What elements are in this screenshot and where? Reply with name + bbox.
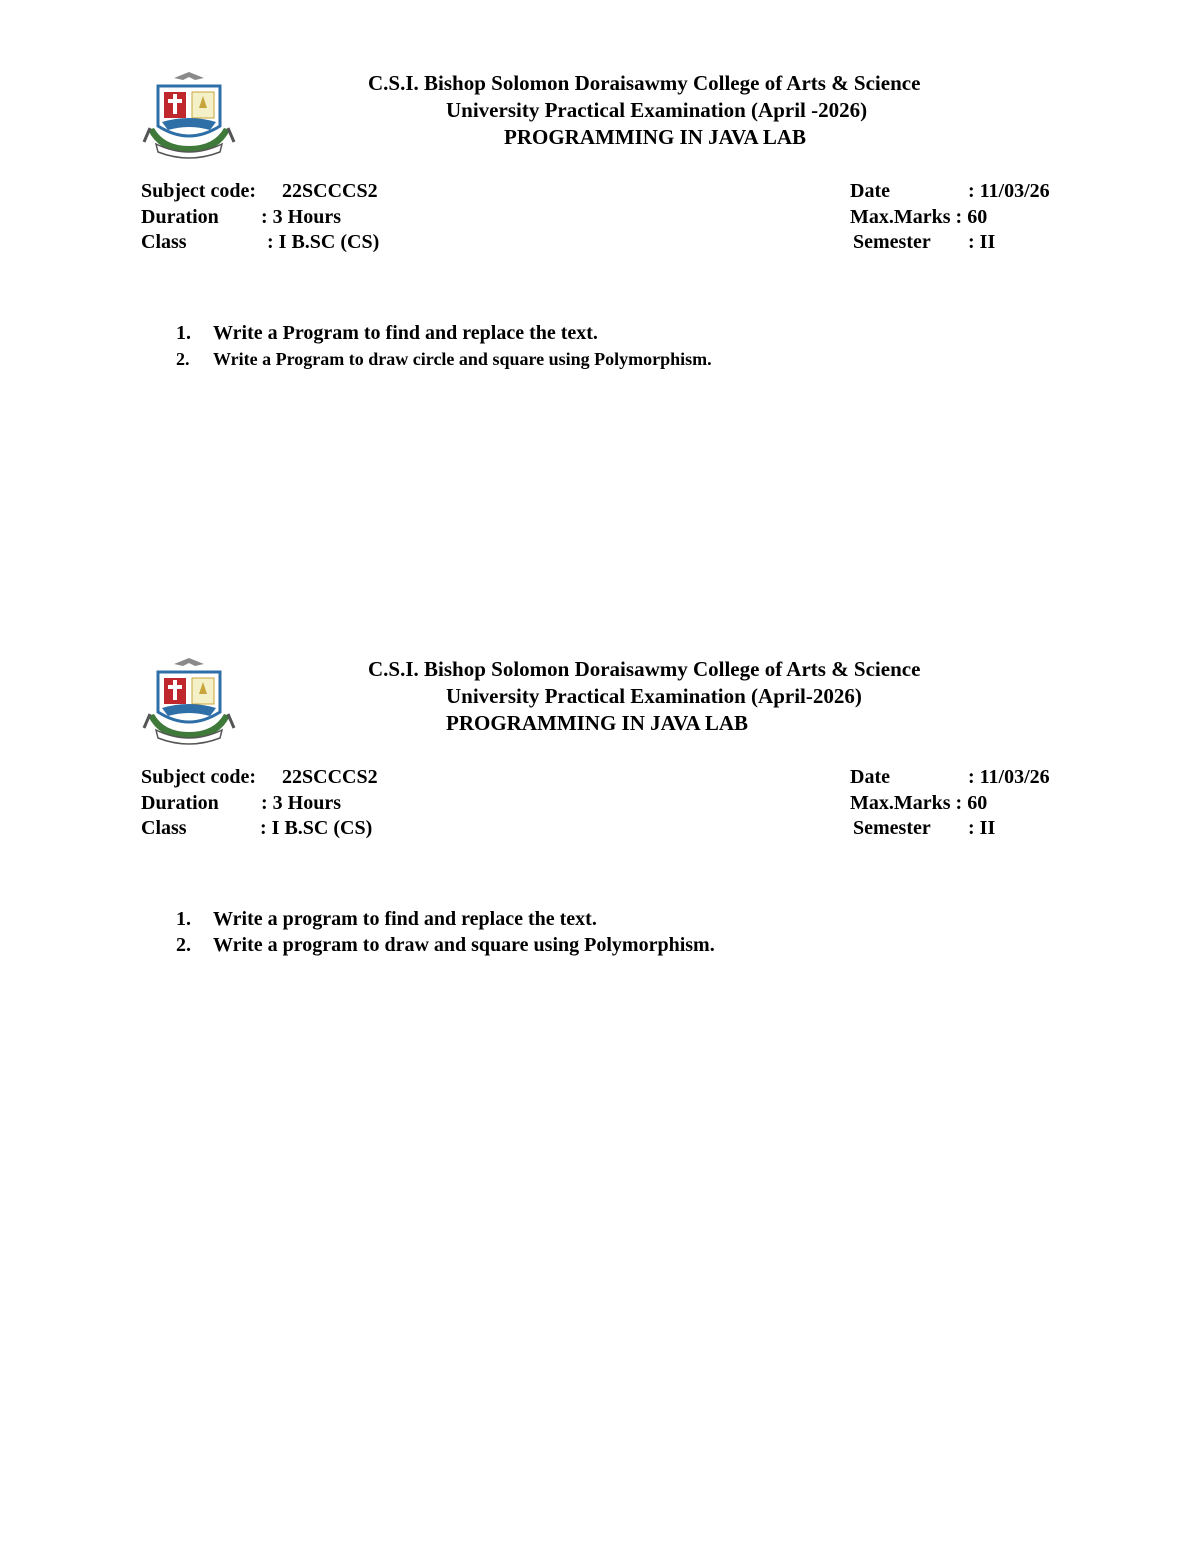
subject-code-value: 22SCCCS2 — [282, 766, 378, 788]
subject-title: PROGRAMMING IN JAVA LAB — [504, 125, 806, 149]
question-paper-2 — [0, 586, 1200, 1146]
date-value: : 11/03/26 — [968, 766, 1050, 788]
duration-row — [141, 791, 341, 816]
semester-value: : II — [968, 231, 996, 253]
subject-code-label: Subject code: — [141, 180, 256, 202]
class-row — [141, 816, 372, 841]
subject-code-row — [141, 765, 378, 790]
max-marks-label: Max.Marks — [850, 206, 951, 228]
date-row — [850, 179, 1050, 204]
duration-value: : 3 Hours — [261, 206, 341, 228]
semester-value: : II — [968, 817, 996, 839]
max-marks-value: : 60 — [955, 206, 988, 228]
semester-row — [853, 816, 995, 841]
crest-icon — [140, 68, 238, 164]
exam-title: University Practical Examination (April-2026) — [446, 684, 862, 708]
college-crest-logo — [140, 68, 238, 164]
question-item — [176, 932, 715, 958]
duration-row — [141, 205, 341, 230]
semester-label: Semester — [853, 817, 931, 839]
question-item — [176, 346, 712, 372]
question-item — [176, 320, 712, 346]
subject-code-row — [141, 179, 378, 204]
question-text: Write a Program to draw circle and square using Polymorphism. — [213, 349, 712, 369]
question-number: 2. — [176, 349, 190, 369]
date-row — [850, 765, 1050, 790]
college-name: C.S.I. Bishop Solomon Doraisawmy College of Arts & Science — [368, 657, 921, 681]
max-marks-row — [850, 205, 987, 230]
class-value: : I B.SC (CS) — [260, 817, 373, 839]
semester-row — [853, 230, 995, 255]
subject-title: PROGRAMMING IN JAVA LAB — [446, 711, 748, 735]
max-marks-label: Max.Marks — [850, 792, 951, 814]
question-text: Write a Program to find and replace the text. — [213, 322, 598, 344]
question-number: 1. — [176, 908, 191, 930]
exam-title: University Practical Examination (April -2026) — [446, 98, 868, 122]
semester-label: Semester — [853, 231, 931, 253]
class-label: Class — [141, 231, 187, 253]
date-value: : 11/03/26 — [968, 180, 1050, 202]
max-marks-value: : 60 — [955, 792, 988, 814]
date-label: Date — [850, 766, 890, 788]
question-paper-1 — [0, 0, 1200, 560]
crest-icon — [140, 654, 238, 750]
question-item — [176, 906, 715, 932]
college-crest-logo — [140, 654, 238, 750]
date-label: Date — [850, 180, 890, 202]
question-number: 1. — [176, 322, 191, 344]
subject-code-value: 22SCCCS2 — [282, 180, 378, 202]
duration-value: : 3 Hours — [261, 792, 341, 814]
college-name: C.S.I. Bishop Solomon Doraisawmy College of Arts & Science — [368, 71, 921, 95]
duration-label: Duration — [141, 206, 219, 228]
question-number: 2. — [176, 934, 191, 956]
question-list — [176, 906, 715, 958]
question-text: Write a program to draw and square using Polymorphism. — [213, 934, 715, 956]
subject-code-label: Subject code: — [141, 766, 256, 788]
class-value: : I B.SC (CS) — [267, 231, 380, 253]
class-row — [141, 230, 379, 255]
class-label: Class — [141, 817, 187, 839]
duration-label: Duration — [141, 792, 219, 814]
max-marks-row — [850, 791, 987, 816]
question-text: Write a program to find and replace the text. — [213, 908, 597, 930]
question-list — [176, 320, 712, 372]
